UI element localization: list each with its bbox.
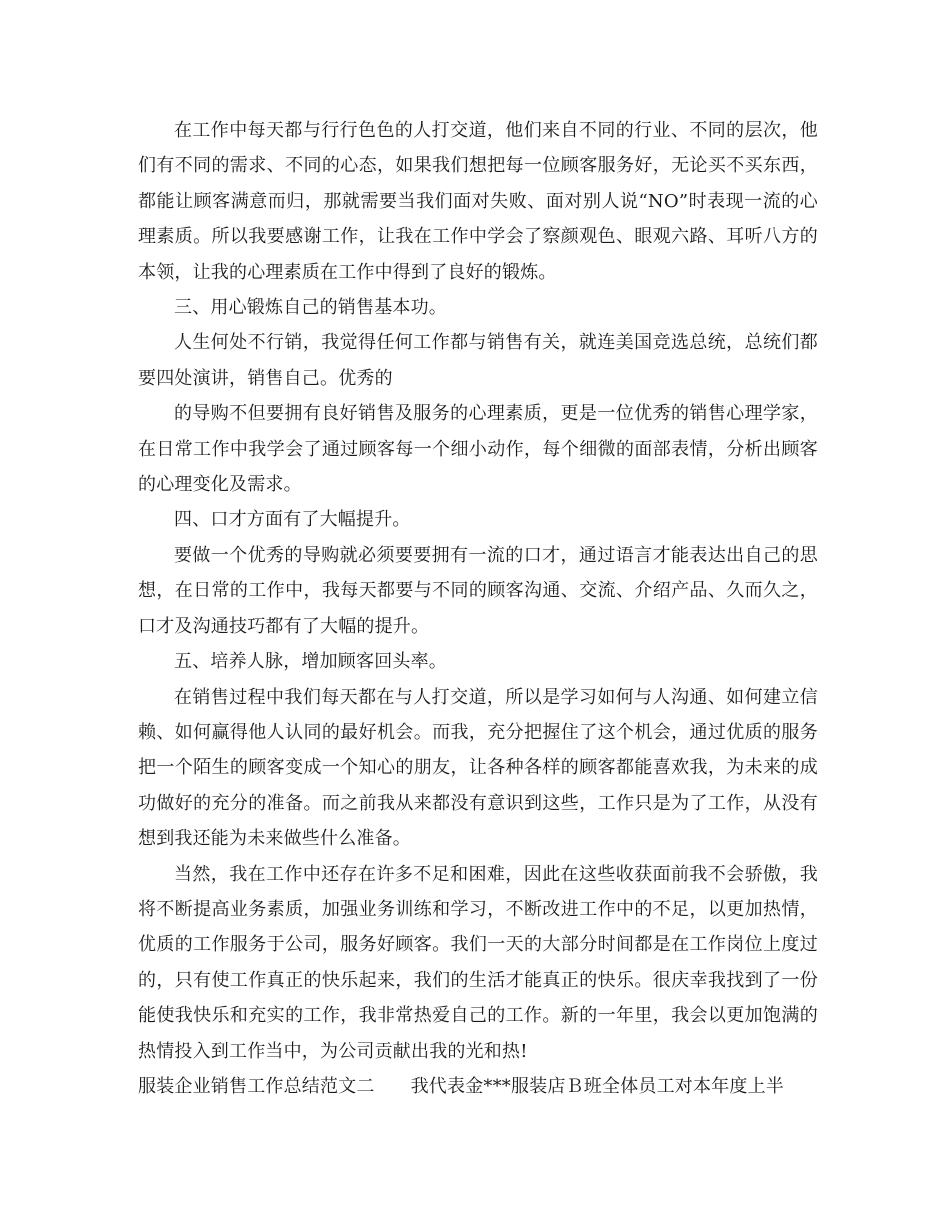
paragraph-network: 在销售过程中我们每天都在与人打交道，所以是学习如何与人沟通、如何建立信赖、如何赢得他人认同的最好机会。而我，充分把握住了这个机会，通过优质的服务把一个陌生的顾客变成一个知心的朋友，让各种各样的顾客都能喜欢我，为未来的成功做好的充分的准备。而之前我从来都没有意识到这些，工作只是为了工作，从没有想到我还能为未来做些什么准备。 (138, 686, 818, 850)
heading-eloquence: 四、口才方面有了大幅提升。 (174, 509, 411, 531)
heading-sales-skills: 三、用心锻炼自己的销售基本功。 (174, 297, 447, 319)
paragraph-sales-psychology: 的导购不但要拥有良好销售及服务的心理素质，更是一位优秀的销售心理学家，在日常工作中我学会了通过顾客每一个细小动作，每个细微的面部表情，分析出顾客的心理变化及需求。 (138, 403, 818, 496)
next-section-title: 服装企业销售工作总结范文二 (138, 1075, 375, 1097)
paragraph-conclusion: 当然，我在工作中还存在许多不足和困难，因此在这些收获面前我不会骄傲，我将不断提高业务素质，加强业务训练和学习，不断改进工作中的不足，以更加热情，优质的工作服务于公司，服务好顾客。我们一天的大部分时间都是在工作岗位上度过的，只有使工作真正的快乐起来，我们的生活才能真正的快乐。很庆幸我找到了一份能使我快乐和充实的工作，我非常热爱自己的工作。新的一年里，我会以更加饱满的热情投入到工作当中，为公司贡献出我的光和热! (138, 863, 818, 1062)
paragraph-customer-service: 在工作中每天都与行行色色的人打交道，他们来自不同的行业、不同的层次，他们有不同的需求、不同的心态，如果我们想把每一位顾客服务好，无论买不买东西，都能让顾客满意而归，那就需要当我们面对失败、面对别人说“NO”时表现一流的心理素质。所以我要感谢工作，让我在工作中学会了察颜观色、眼观六路、耳听八方的本领，让我的心理素质在工作中得到了良好的锻炼。 (138, 120, 818, 283)
paragraph-sales-everywhere: 人生何处不行销，我觉得任何工作都与销售有关，就连美国竞选总统，总统们都要四处演讲，销售自己。优秀的 (138, 332, 818, 389)
next-section-text: 我代表金***服装店Ｂ班全体员工对本年度上半 (410, 1075, 785, 1097)
next-section-line (138, 1069, 818, 1104)
heading-network: 五、培养人脉，增加顾客回头率。 (174, 651, 447, 673)
document-page (138, 113, 818, 1104)
paragraph-eloquence: 要做一个优秀的导购就必须要要拥有一流的口才，通过语言才能表达出自己的思想，在日常的工作中，我每天都要与不同的顾客沟通、交流、介绍产品、久而久之，口才及沟通技巧都有了大幅的提升。 (138, 544, 818, 637)
